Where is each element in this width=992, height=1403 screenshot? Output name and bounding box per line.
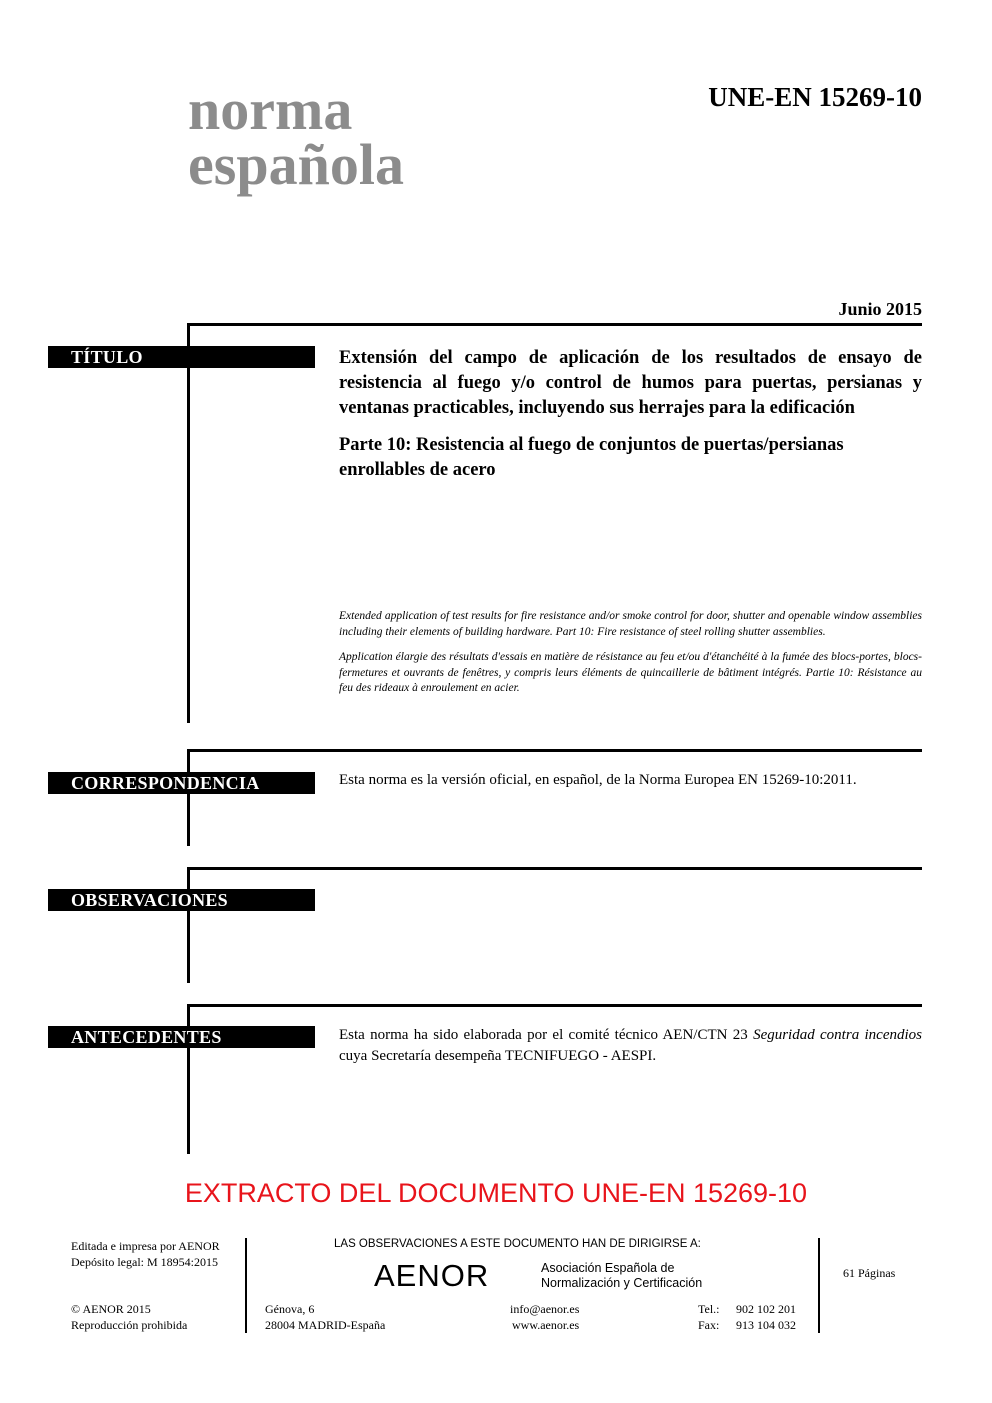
aenor-logo: AENOR [374,1258,490,1293]
label-antecedentes: ANTECEDENTES [48,1026,315,1048]
footer-edited: Editada e impresa por AENOR [71,1239,220,1253]
antecedentes-text [339,1025,922,1067]
footer-contact [510,1301,579,1333]
footer-phone [698,1301,796,1333]
org-line-1: Asociación Española de [541,1261,675,1275]
footer-rights [71,1301,187,1333]
extract-banner: EXTRACTO DEL DOCUMENTO UNE-EN 15269-10 [184,1178,808,1208]
standard-code: UNE-EN 15269-10 [708,82,922,112]
section-divider [187,867,922,870]
footer-observations-note: LAS OBSERVACIONES A ESTE DOCUMENTO HAN DE DIRIGIRSE A: [334,1238,701,1250]
antecedentes-text-start: Esta norma ha sido elaborada por el comité técnico AEN/CTN 23 [339,1027,754,1043]
footer-web[interactable]: www.aenor.es [512,1318,580,1332]
label-correspondencia: CORRESPONDENCIA [48,772,315,794]
title-part: Parte 10: Resistencia al fuego de conjuntos de puertas/persianas enrollables de acero [339,435,844,480]
title-translations [339,609,922,707]
brand-line-2: española [188,132,404,197]
section-divider [187,1004,922,1007]
title-block [339,346,922,483]
footer-edition [71,1238,220,1270]
title-english: Extended application of test results for fire resistance and/or smoke control for door, shutter and openable window assemblies including their elements of building hardware. Part 10: Fire resistance of steel rolling shutter assemblies. [339,610,922,638]
title-french: Application élargie des résultats d'essais en matière de résistance au feu et/ou d'étanchéité à la fumée des blocs-portes, blocs-fermetures et ouvrants de fenêtres, y compris leurs éléments de quincaillerie de bâtiment intégrés. Partie 10: Résistance au feu des rideaux à enroulement en acier. [339,651,922,694]
footer-copyright: © AENOR 2015 [71,1302,151,1316]
fax-label: Fax: [698,1318,720,1332]
label-titulo: TÍTULO [48,346,315,368]
brand-line-1: norma [188,77,353,142]
section-rule [187,867,190,983]
label-observaciones: OBSERVACIONES [48,889,315,911]
section-rule [187,749,190,846]
fax-number: 913 104 032 [736,1318,796,1332]
footer-divider [818,1238,820,1333]
org-line-2: Normalización y Certificación [541,1276,703,1290]
footer-reproduction: Reproducción prohibida [71,1318,188,1332]
footer-email[interactable]: info@aenor.es [510,1302,580,1316]
tel-number: 902 102 201 [736,1302,796,1316]
section-rule [187,323,190,723]
section-divider [187,323,922,326]
section-divider [187,749,922,752]
page-count: 61 Páginas [843,1266,896,1280]
brand-wordmark [188,77,404,197]
footer-address [265,1301,385,1333]
title-main: Extensión del campo de aplicación de los resultados de ensayo de resistencia al fuego y/o control de humos para puertas, persianas y ventanas practicables, incluyendo sus herrajes para la edificación [339,348,922,418]
aenor-organization [541,1261,702,1291]
antecedentes-text-end: cuya Secretaría desempeña TECNIFUEGO - AESPI. [339,1048,657,1064]
committee-name: Seguridad contra incendios [753,1027,922,1043]
correspondencia-text: Esta norma es la versión oficial, en español, de la Norma Europea EN 15269-10:2011. [339,772,857,788]
tel-label: Tel.: [698,1302,720,1316]
footer-deposit: Depósito legal: M 18954:2015 [71,1255,218,1269]
address-line-2: 28004 MADRID-España [265,1318,386,1332]
publication-date: Junio 2015 [838,299,922,319]
address-line-1: Génova, 6 [265,1302,315,1316]
footer-divider [245,1238,247,1333]
